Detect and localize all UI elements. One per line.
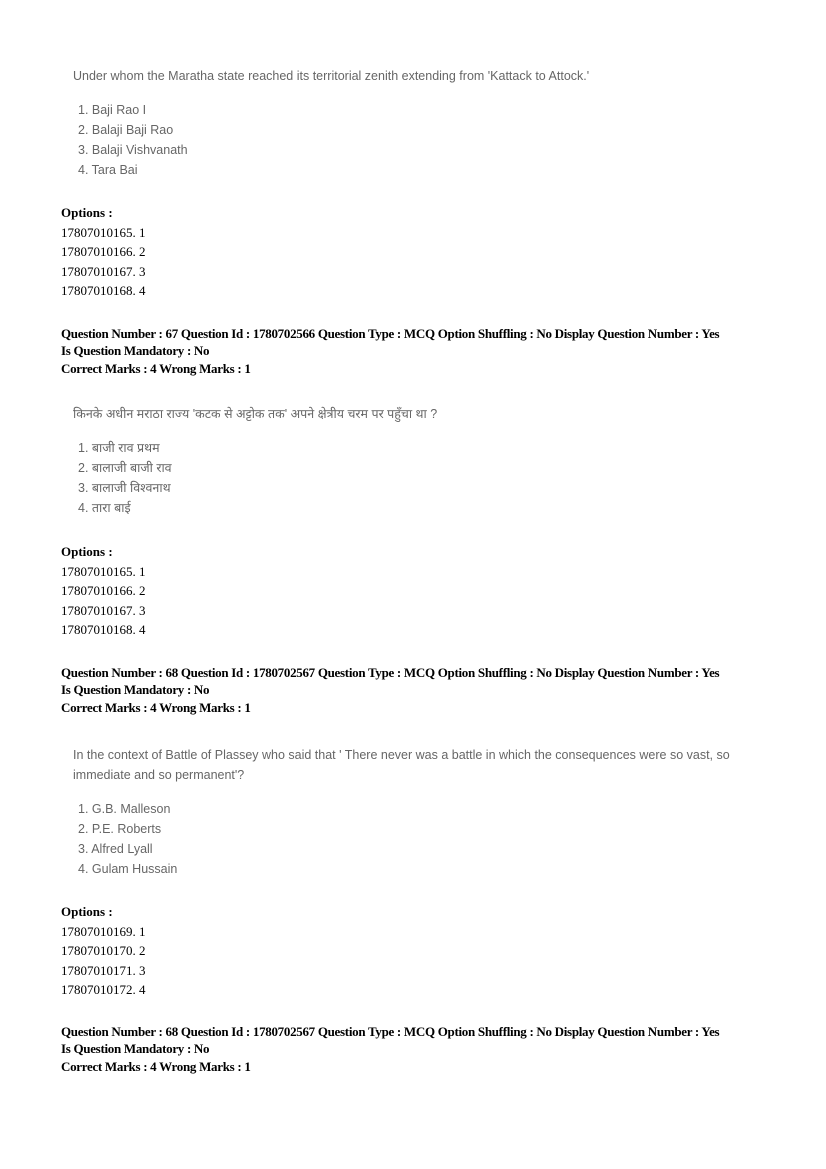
option-id: 17807010170. 2 (61, 943, 146, 958)
option-id: 17807010167. 3 (61, 263, 146, 279)
option-id: 17807010167. 3 (61, 602, 146, 618)
marks-line: Correct Marks : 4 Wrong Marks : 1 (61, 1059, 251, 1074)
mandatory-line: Is Question Mandatory : No (61, 342, 210, 358)
question-header (61, 326, 719, 378)
option-id: 17807010165. 1 (61, 224, 146, 240)
option-id: 17807010171. 3 (61, 962, 146, 978)
question-option: 4. तारा बाई (78, 501, 131, 515)
question-image-english-q68 (73, 745, 773, 879)
option-id: 17807010169. 1 (61, 923, 146, 939)
question-option: 2. Balaji Baji Rao (78, 123, 174, 137)
option-id: 17807010168. 4 (61, 283, 146, 298)
options-label: Options : (61, 904, 113, 919)
option-id: 17807010166. 2 (61, 244, 146, 259)
question-option: 1. Baji Rao I (78, 103, 147, 117)
mandatory-line: Is Question Mandatory : No (61, 1040, 210, 1056)
option-id: 17807010168. 4 (61, 622, 146, 637)
question-option: 3. बालाजी विश्वनाथ (78, 481, 171, 495)
marks-line: Correct Marks : 4 Wrong Marks : 1 (61, 361, 251, 376)
question-option: 1. G.B. Malleson (78, 802, 171, 816)
question-header (61, 665, 719, 717)
option-id: 17807010165. 1 (61, 563, 146, 579)
question-stem: Under whom the Maratha state reached its territorial zenith extending from 'Kattack to Attock.' (73, 69, 590, 83)
mandatory-line: Is Question Mandatory : No (61, 681, 210, 697)
option-id: 17807010166. 2 (61, 583, 146, 598)
options-list (61, 902, 146, 1000)
question-meta: Question Number : 68 Question Id : 1780702567 Question Type : MCQ Option Shuffling : No Display Question Number : Yes (61, 665, 720, 680)
question-stem: In the context of Battle of Plassey who said that ' There never was a battle in which the consequences were so vast, so immediate and so permanent'? (73, 748, 730, 782)
options-label: Options : (61, 544, 113, 559)
options-list (61, 203, 146, 301)
marks-line: Correct Marks : 4 Wrong Marks : 1 (61, 700, 251, 715)
options-list (61, 542, 146, 640)
question-stem: किनके अधीन मराठा राज्य 'कटक से अट्टोक तक' अपने क्षेत्रीय चरम पर पहुँचा था ? (73, 407, 438, 421)
question-option: 4. Gulam Hussain (78, 862, 178, 876)
question-header (61, 1024, 719, 1076)
question-image-english-q66 (73, 66, 773, 180)
question-meta: Question Number : 68 Question Id : 1780702567 Question Type : MCQ Option Shuffling : No Display Question Number : Yes (61, 1024, 720, 1039)
options-label: Options : (61, 205, 113, 220)
question-option: 2. P.E. Roberts (78, 822, 162, 836)
question-option: 1. बाजी राव प्रथम (78, 441, 160, 455)
question-image-hindi (73, 404, 773, 518)
question-meta: Question Number : 67 Question Id : 1780702566 Question Type : MCQ Option Shuffling : No Display Question Number : Yes (61, 326, 720, 341)
question-option: 4. Tara Bai (78, 163, 138, 177)
question-option: 3. Alfred Lyall (78, 842, 153, 856)
option-id: 17807010172. 4 (61, 982, 146, 997)
question-option: 3. Balaji Vishvanath (78, 143, 188, 157)
question-option: 2. बालाजी बाजी राव (78, 461, 172, 475)
